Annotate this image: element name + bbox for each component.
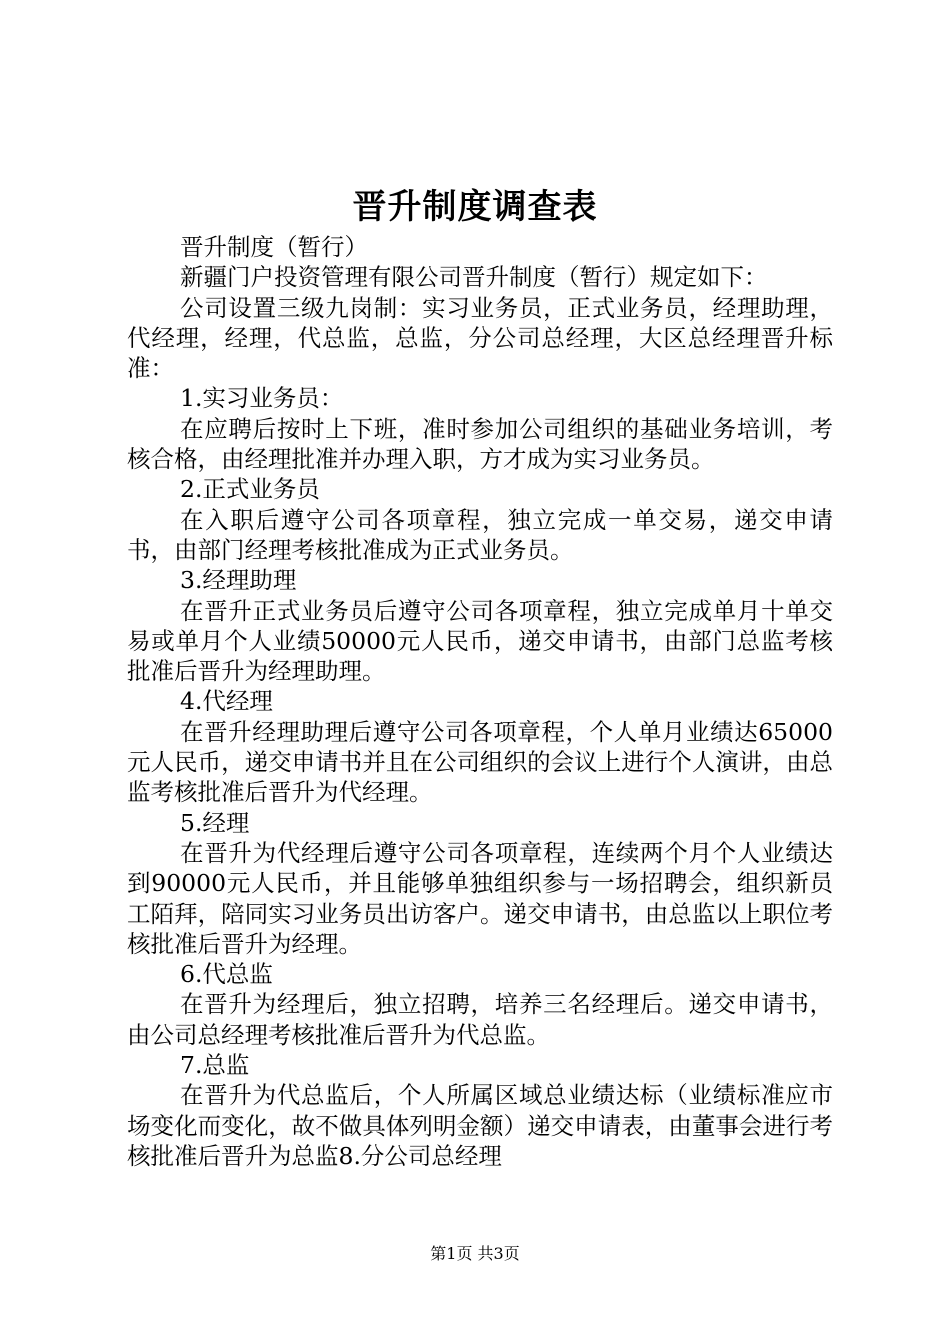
document-title: 晋升制度调查表 [352,187,598,227]
paragraph: 新疆门户投资管理有限公司晋升制度（暂行）规定如下： [180,263,768,292]
page-footer: 第1页 共3页 [430,1244,520,1263]
section-heading: 4.代经理 [180,687,273,716]
paragraph: 在晋升为代经理后遵守公司各项章程，连续两个月个人业绩达到90000元人民币，并且能够单独组织参与一场招聘会，组织新员工陌拜，陪同实习业务员出访客户。递交申请书，由总监以上职位考核批准后晋升为经理。 [127,838,833,958]
document-body [127,232,833,1171]
section-heading: 3.经理助理 [180,566,297,595]
section-heading: 1.实习业务员： [180,384,344,413]
paragraph: 公司设置三级九岗制：实习业务员，正式业务员，经理助理，代经理，经理，代总监，总监，分公司总经理，大区总经理晋升标准： [127,293,833,383]
section-heading: 7.总监 [180,1051,250,1080]
section-heading: 2.正式业务员 [180,475,320,504]
paragraph: 在入职后遵守公司各项章程，独立完成一单交易，递交申请书，由部门经理考核批准成为正式业务员。 [127,505,833,564]
section-heading: 6.代总监 [180,960,273,989]
paragraph: 在晋升为代总监后，个人所属区域总业绩达标（业绩标准应市场变化而变化，故不做具体列明金额）递交申请表，由董事会进行考核批准后晋升为总监8.分公司总经理 [127,1081,833,1170]
paragraph: 在应聘后按时上下班，准时参加公司组织的基础业务培训，考核合格，由经理批准并办理入职，方才成为实习业务员。 [127,414,833,474]
section-heading: 5.经理 [180,808,250,837]
paragraph: 在晋升为经理后，独立招聘，培养三名经理后。递交申请书，由公司总经理考核批准后晋升为代总监。 [127,990,833,1049]
paragraph: 在晋升经理助理后遵守公司各项章程，个人单月业绩达65000元人民币，递交申请书并且在公司组织的会议上进行个人演讲，由总监考核批准后晋升为代经理。 [127,717,833,807]
paragraph: 晋升制度（暂行） [180,233,368,261]
paragraph: 在晋升正式业务员后遵守公司各项章程，独立完成单月十单交易或单月个人业绩50000元人民币，递交申请书，由部门总监考核批准后晋升为经理助理。 [127,596,833,686]
